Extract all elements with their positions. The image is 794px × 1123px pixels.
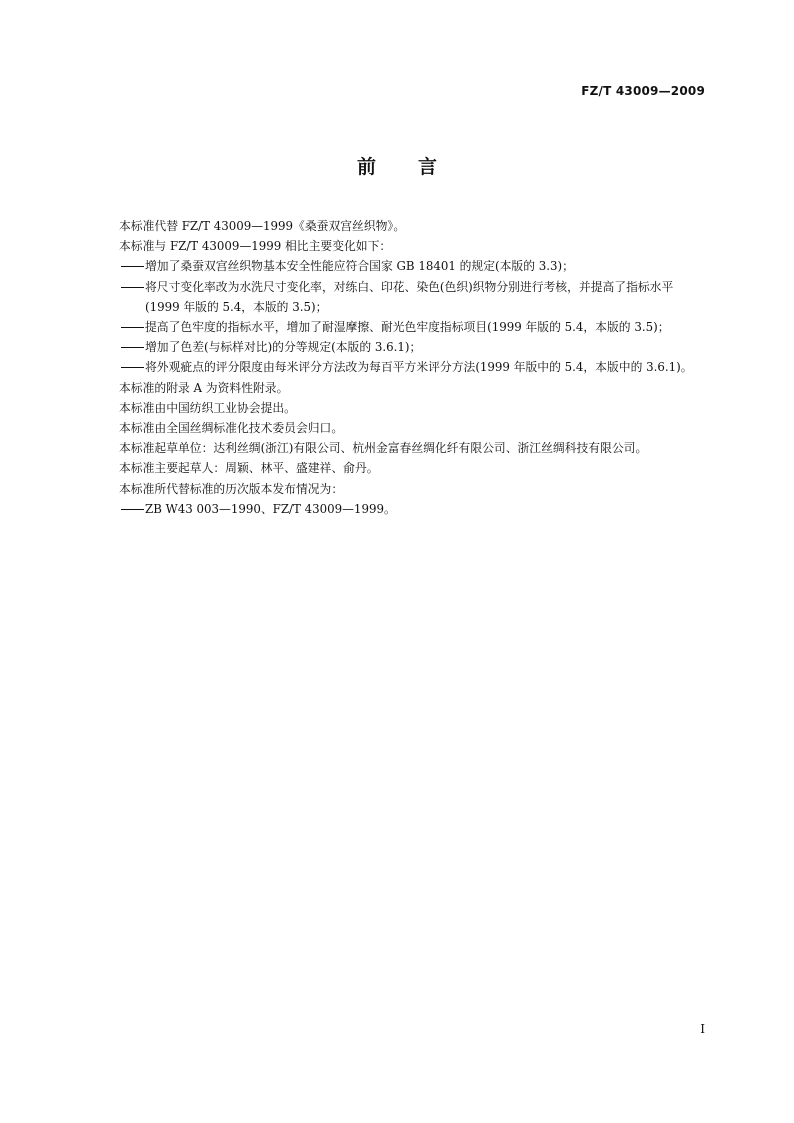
- history-item: [89, 499, 705, 519]
- standard-code: FZ/T 43009—2009: [581, 84, 705, 98]
- committee-statement: 本标准由全国丝绸标准化技术委员会归口。: [119, 421, 344, 436]
- appendix-statement: 本标准的附录 A 为资料性附录。: [119, 380, 289, 395]
- drafting-units: 本标准起草单位：达利丝绸(浙江)有限公司、杭州金富春丝绸化纤有限公司、浙江丝绸科技有限公司。: [119, 441, 648, 456]
- change-item: [89, 337, 705, 357]
- change-item: [89, 277, 705, 317]
- change-item-text: 将尺寸变化率改为水洗尺寸变化率，对练白、印花、染色(色织)织物分别进行考核，并提高了指标水平(1999 年版的 5.4，本版的 3.5)；: [145, 279, 674, 314]
- history-intro: 本标准所代替标准的历次版本发布情况为：: [119, 481, 344, 496]
- change-item: [89, 357, 705, 377]
- change-item-text: 将外观疵点的评分限度由每米评分方法改为每百平方米评分方法(1999 年版中的 5.4，本版中的 3.6.1)。: [145, 360, 693, 375]
- change-item-text: 增加了桑蚕双宫丝织物基本安全性能应符合国家 GB 18401 的规定(本版的 3.3)；: [145, 259, 574, 274]
- foreword-body: [89, 216, 705, 519]
- change-item: [89, 317, 705, 337]
- change-item-text: 提高了色牢度的指标水平，增加了耐湿摩擦、耐光色牢度指标项目(1999 年版的 5.4，本版的 3.5)；: [145, 320, 670, 335]
- page-number: I: [700, 1022, 705, 1036]
- drafters: 本标准主要起草人：周颖、林平、盛建祥、俞丹。: [119, 461, 379, 476]
- change-item-text: 增加了色差(与标样对比)的分等规定(本版的 3.6.1)；: [145, 340, 422, 355]
- replacement-statement: 本标准代替 FZ/T 43009—1999《桑蚕双宫丝织物》。: [119, 219, 406, 233]
- change-item: [89, 256, 705, 276]
- history-text: ZB W43 003—1990、FZ/T 43009—1999。: [145, 501, 396, 516]
- page-title: 前言: [356, 156, 479, 178]
- changes-intro: 本标准与 FZ/T 43009—1999 相比主要变化如下：: [119, 239, 392, 254]
- proposer-statement: 本标准由中国纺织工业协会提出。: [119, 400, 296, 415]
